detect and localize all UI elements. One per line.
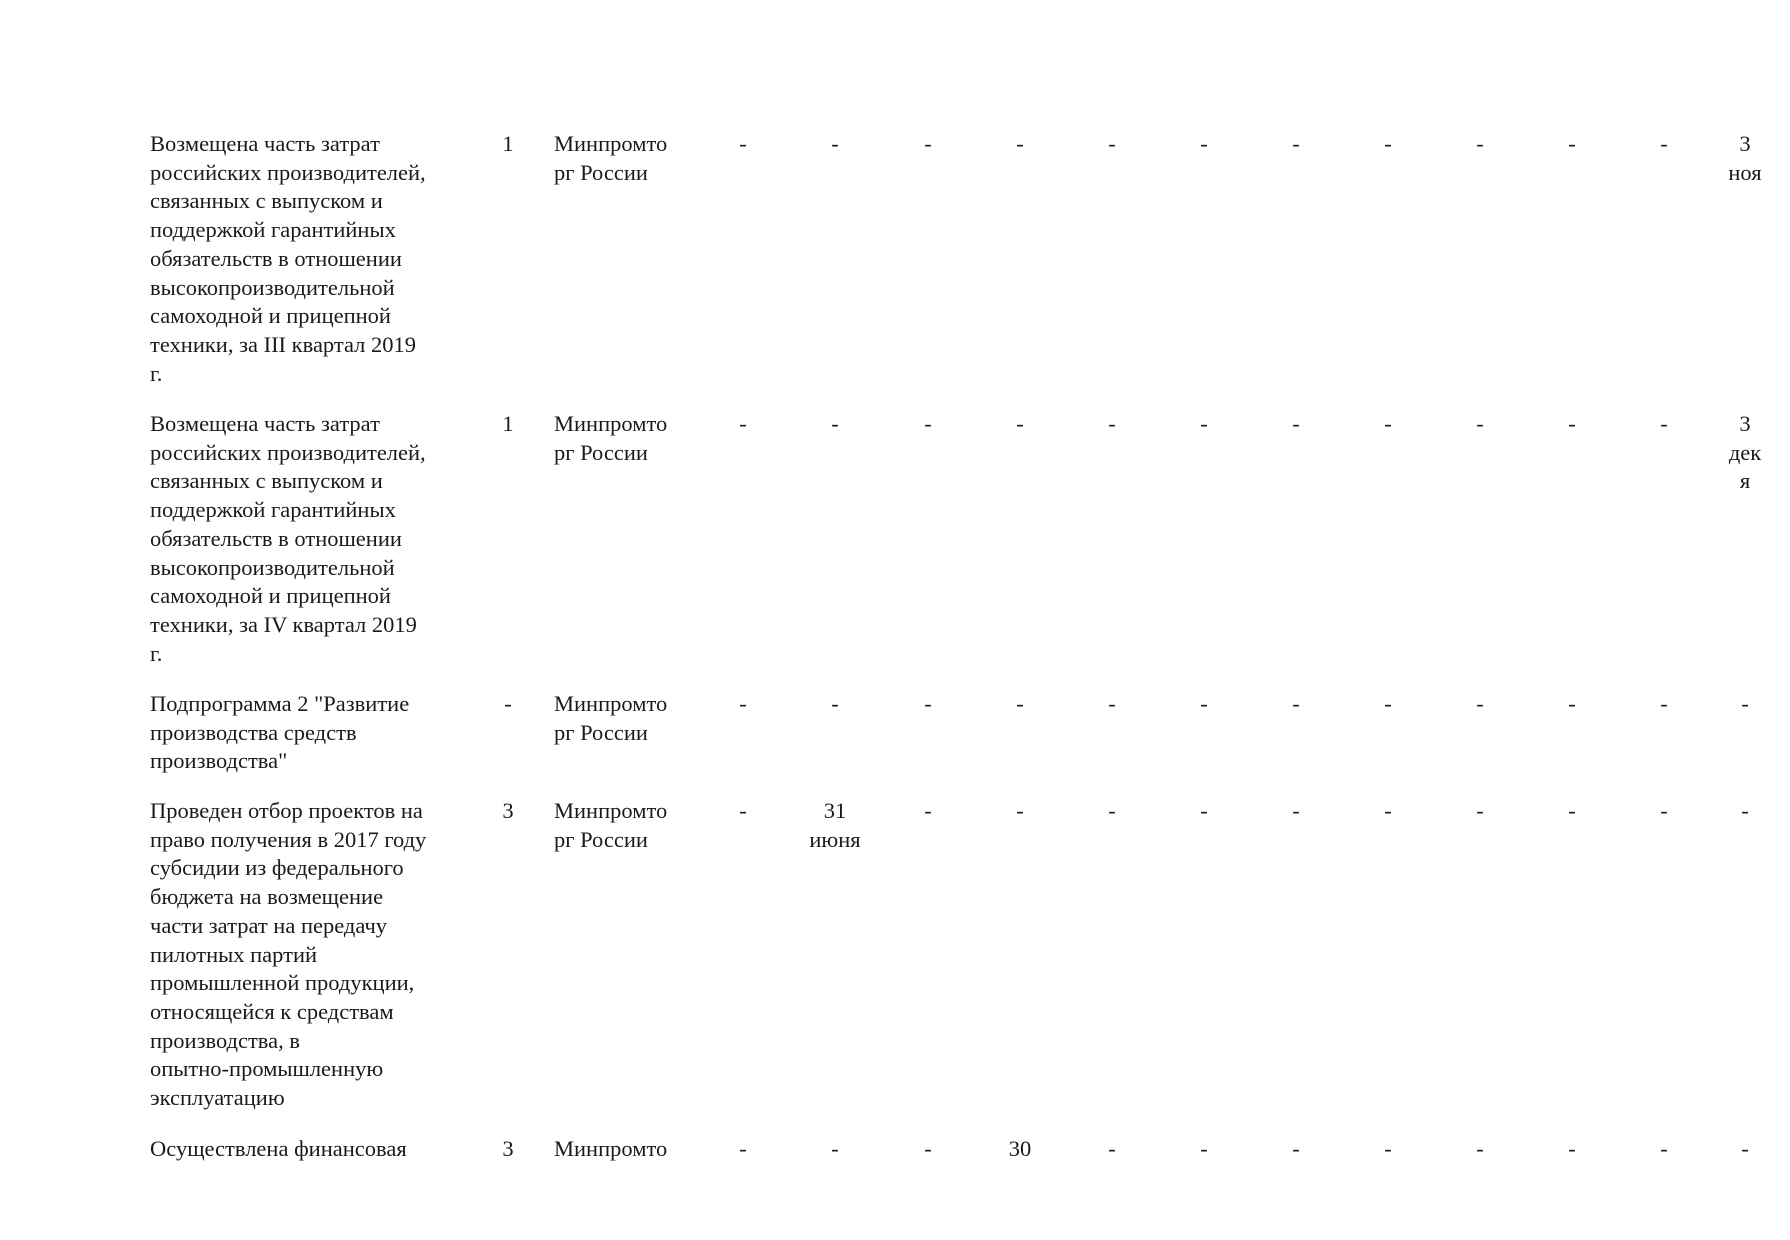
period-cell: - [924, 798, 932, 823]
period-cell: - [1476, 411, 1484, 436]
period-cell: - [1660, 691, 1668, 716]
period-cell: - [739, 131, 747, 156]
row-description: Осуществлена финансовая [150, 1136, 407, 1161]
period-cell: - [739, 411, 747, 436]
last-period-cell: 3 дек я [1728, 411, 1762, 494]
row-responsible: Минпромто рг России [554, 411, 668, 465]
period-cell: - [1108, 691, 1116, 716]
period-cell: 31 июня [809, 798, 861, 852]
last-period-cell: - [1741, 691, 1749, 716]
period-cell: - [831, 691, 839, 716]
period-cell: - [1384, 691, 1392, 716]
row-number: 1 [502, 411, 514, 436]
row-responsible: Минпромто [554, 1136, 668, 1161]
period-cell: - [1108, 411, 1116, 436]
period-cell: - [1016, 798, 1024, 823]
row-number: 1 [502, 131, 514, 156]
period-cell: - [739, 691, 747, 716]
row-responsible: Минпромто рг России [554, 691, 668, 745]
period-cell: - [739, 1136, 747, 1161]
period-cell: - [924, 411, 932, 436]
period-cell: - [1108, 1136, 1116, 1161]
period-cell: - [1568, 1136, 1576, 1161]
last-period-cell: 3 ноя [1728, 131, 1762, 185]
period-cell: - [1200, 798, 1208, 823]
row-number: 3 [502, 798, 514, 823]
period-cell: - [1200, 131, 1208, 156]
row-description: Возмещена часть затрат российских производителей, связанных с выпуском и поддержкой гарантийных обязательств в отношении высокопроизводительной самоходной и прицепной техники, за IV квартал 2019 г. [150, 411, 426, 666]
last-period-cell: - [1741, 798, 1749, 823]
period-cell: - [1292, 1136, 1300, 1161]
period-cell: - [1568, 411, 1576, 436]
period-cell: - [1660, 131, 1668, 156]
period-cell: - [1108, 131, 1116, 156]
period-cell: - [1292, 798, 1300, 823]
period-cell: - [1476, 1136, 1484, 1161]
period-cell: - [1016, 411, 1024, 436]
period-cell: - [1200, 691, 1208, 716]
period-cell: - [1476, 131, 1484, 156]
period-cell: - [739, 798, 747, 823]
period-cell: - [924, 131, 932, 156]
period-cell: - [924, 691, 932, 716]
period-cell: - [1200, 1136, 1208, 1161]
period-cell: - [1016, 691, 1024, 716]
row-responsible: Минпромто рг России [554, 131, 668, 185]
period-cell: - [1568, 798, 1576, 823]
period-cell: - [1384, 1136, 1392, 1161]
row-description: Проведен отбор проектов на право получения в 2017 году субсидии из федерального бюджета на возмещение части затрат на передачу пилотных партий промышленной продукции, относящейся к средствам производства, в опытно-промышленную эксплуатацию [150, 798, 427, 1111]
row-responsible: Минпромто рг России [554, 798, 668, 852]
period-cell: - [1568, 691, 1576, 716]
period-cell: - [1660, 798, 1668, 823]
period-cell: 30 [1008, 1136, 1032, 1161]
period-cell: - [831, 1136, 839, 1161]
row-number: - [504, 691, 512, 716]
row-number: 3 [502, 1136, 514, 1161]
period-cell: - [1200, 411, 1208, 436]
period-cell: - [831, 131, 839, 156]
period-cell: - [924, 1136, 932, 1161]
period-cell: - [1292, 411, 1300, 436]
period-cell: - [1292, 131, 1300, 156]
period-cell: - [1384, 411, 1392, 436]
period-cell: - [1108, 798, 1116, 823]
period-cell: - [1292, 691, 1300, 716]
period-cell: - [1384, 131, 1392, 156]
last-period-cell: - [1741, 1136, 1749, 1161]
period-cell: - [1476, 691, 1484, 716]
period-cell: - [831, 411, 839, 436]
period-cell: - [1660, 411, 1668, 436]
row-description: Подпрограмма 2 "Развитие производства средств производства" [150, 691, 410, 774]
row-description: Возмещена часть затрат российских производителей, связанных с выпуском и поддержкой гарантийных обязательств в отношении высокопроизводительной самоходной и прицепной техники, за III квартал 2019 г. [150, 131, 426, 386]
period-cell: - [1568, 131, 1576, 156]
period-cell: - [1016, 131, 1024, 156]
period-cell: - [1660, 1136, 1668, 1161]
period-cell: - [1476, 798, 1484, 823]
period-cell: - [1384, 798, 1392, 823]
